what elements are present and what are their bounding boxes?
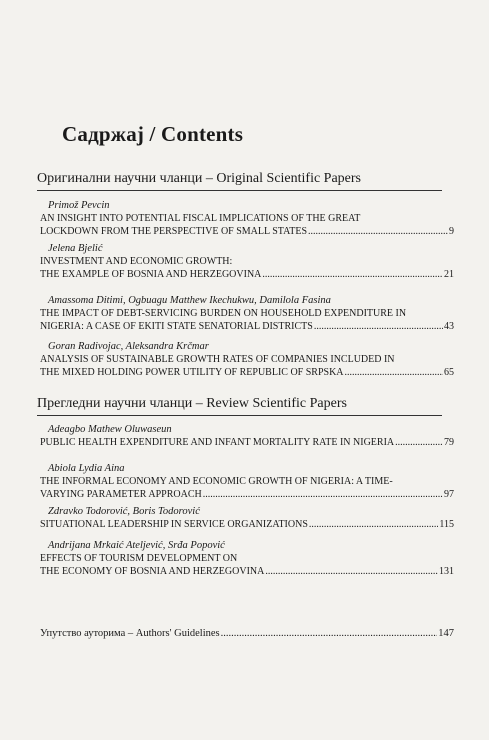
toc-entry[interactable] bbox=[40, 340, 454, 379]
entry-title-line: THE IMPACT OF DEBT-SERVICING BURDEN ON HOUSEHOLD EXPENDITURE IN bbox=[40, 308, 407, 319]
leader-dots bbox=[262, 268, 443, 281]
toc-entry[interactable] bbox=[40, 505, 454, 531]
guidelines-page-number: 147 bbox=[438, 628, 454, 639]
entry-authors: Jelena Bjelić bbox=[48, 243, 103, 254]
entry-authors: Zdravko Todorović, Boris Todorović bbox=[48, 506, 200, 517]
entry-title-line: VARYING PARAMETER APPROACH ..... 97 bbox=[40, 488, 454, 501]
entry-page-number: 79 bbox=[444, 437, 454, 448]
leader-dots bbox=[308, 225, 448, 238]
leader-dots bbox=[221, 627, 438, 640]
toc-entry[interactable] bbox=[40, 294, 454, 333]
toc-entry[interactable] bbox=[40, 539, 454, 578]
entry-title-line: EFFECTS OF TOURISM DEVELOPMENT ON bbox=[40, 553, 238, 564]
guidelines-label: Упутство ауторима – Authors' Guidelines bbox=[40, 628, 220, 639]
entry-authors: Abiola Lydia Aina bbox=[48, 463, 125, 474]
leader-dots bbox=[309, 518, 438, 531]
entry-title-line: THE EXAMPLE OF BOSNIA AND HERZEGOVINA ..... 21 bbox=[40, 268, 454, 281]
entry-title-line: THE INFORMAL ECONOMY AND ECONOMIC GROWTH OF NIGERIA: A TIME- bbox=[40, 476, 393, 487]
entry-title-line: THE MIXED HOLDING POWER UTILITY OF REPUBLIC OF SRPSKA ..... 65 bbox=[40, 366, 454, 379]
leader-dots bbox=[395, 436, 443, 449]
entry-title-line: ANALYSIS OF SUSTAINABLE GROWTH RATES OF COMPANIES INCLUDED IN bbox=[40, 354, 395, 365]
leader-dots bbox=[203, 488, 443, 501]
leader-dots bbox=[314, 320, 443, 333]
entry-title-line: PUBLIC HEALTH EXPENDITURE AND INFANT MORTALITY RATE IN NIGERIA ..... 79 bbox=[40, 436, 454, 449]
entry-authors: Amassoma Ditimi, Ogbuagu Matthew Ikechukwu, Damilola Fasina bbox=[48, 295, 331, 306]
entry-page-number: 97 bbox=[444, 489, 454, 500]
entry-page-number: 65 bbox=[444, 367, 454, 378]
toc-entry[interactable] bbox=[40, 462, 454, 501]
entry-page-number: 43 bbox=[444, 321, 454, 332]
toc-entry[interactable] bbox=[40, 423, 454, 449]
entry-title-line: NIGERIA: A CASE OF EKITI STATE SENATORIAL DISTRICTS ..... 43 bbox=[40, 320, 454, 333]
entry-authors: Adeagbo Mathew Oluwaseun bbox=[48, 424, 172, 435]
entry-page-number: 115 bbox=[439, 519, 454, 530]
entry-authors: Goran Radivojac, Aleksandra Krčmar bbox=[48, 341, 209, 352]
entry-title-line: THE ECONOMY OF BOSNIA AND HERZEGOVINA ..... 131 bbox=[40, 565, 454, 578]
entry-authors: Primož Pevcin bbox=[48, 200, 110, 211]
toc-entry[interactable] bbox=[40, 199, 454, 238]
entry-title-line: SITUATIONAL LEADERSHIP IN SERVICE ORGANIZATIONS ..... 115 bbox=[40, 518, 454, 531]
entry-page-number: 131 bbox=[439, 566, 454, 577]
entry-title-line: AN INSIGHT INTO POTENTIAL FISCAL IMPLICATIONS OF THE GREAT bbox=[40, 213, 361, 224]
leader-dots bbox=[345, 366, 443, 379]
section-heading-review: Прегледни научни чланци – Review Scientific Papers bbox=[37, 396, 442, 416]
entry-title-line: INVESTMENT AND ECONOMIC GROWTH: bbox=[40, 256, 233, 267]
page-title: Садржај / Contents bbox=[62, 122, 244, 146]
authors-guidelines-entry[interactable] bbox=[40, 627, 454, 640]
toc-entry[interactable] bbox=[40, 242, 454, 281]
entry-page-number: 21 bbox=[444, 269, 454, 280]
leader-dots bbox=[265, 565, 438, 578]
section-heading-original: Оригинални научни чланци – Original Scientific Papers bbox=[37, 171, 442, 191]
entry-authors: Andrijana Mrkaić Ateljević, Srđa Popović bbox=[48, 540, 225, 551]
entry-page-number: 9 bbox=[449, 226, 454, 237]
entry-title-line: LOCKDOWN FROM THE PERSPECTIVE OF SMALL STATES ..... 9 bbox=[40, 225, 454, 238]
